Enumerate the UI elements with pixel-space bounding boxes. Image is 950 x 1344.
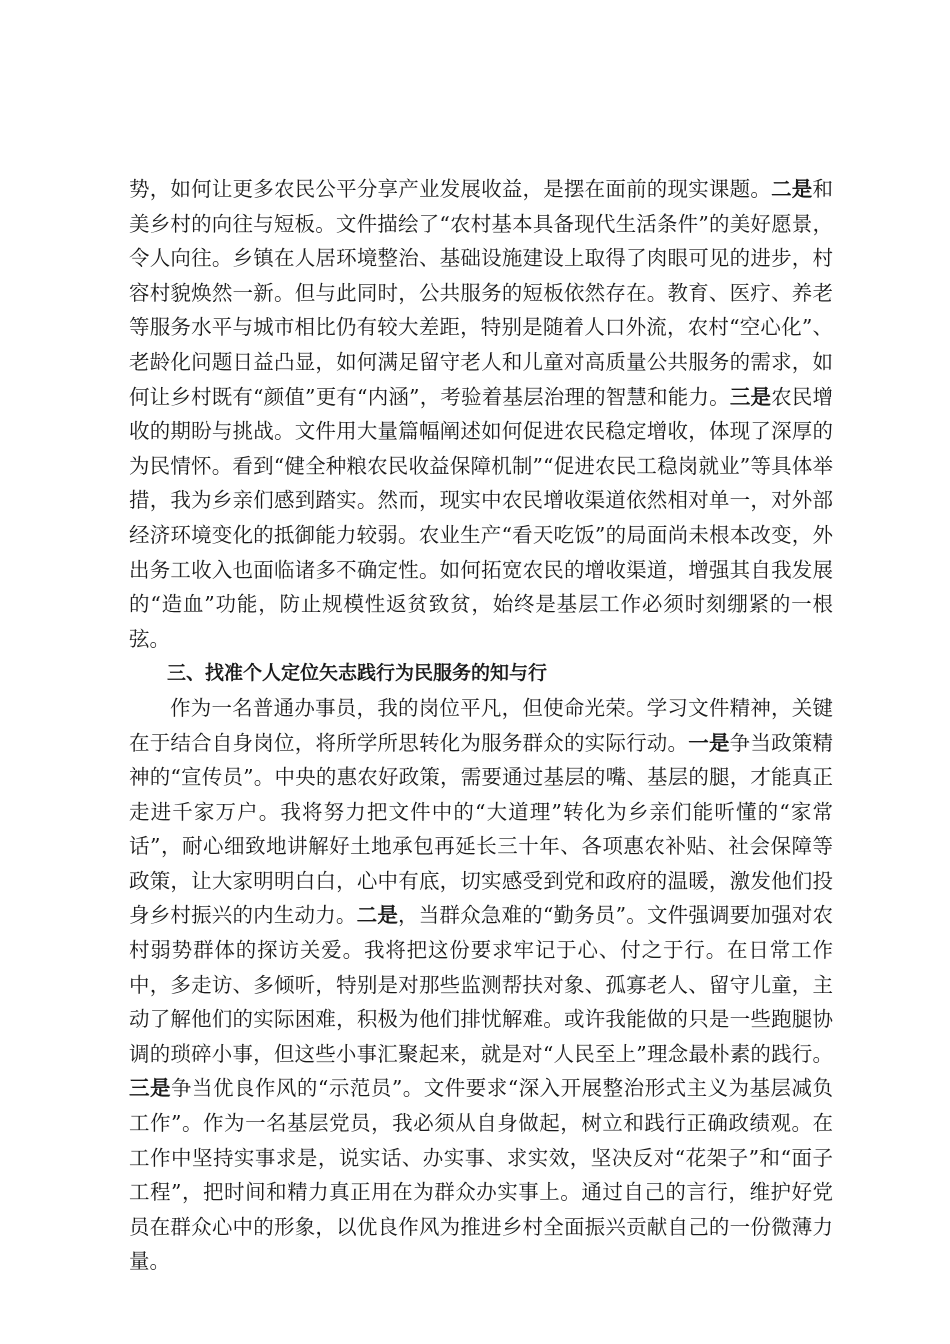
paragraph-text: 农民增收的期盼与挑战。文件用大量篇幅阐述如何促进农民稳定增收，体现了深厚的为民情怀。看到“健全种粮农民收益保障机制”“促进农民工稳岗就业”等具体举措，我为乡亲们感到踏实。然而，现实中农民增收渠道依然相对单一，对外部经济环境变化的抵御能力较弱。农业生产“看天吃饭”的局面尚未根本改变，外出务工收入也面临诸多不确定性。如何拓宽农民的增收渠道，增强其自我发展的“造血”功能，防止规模性返贫致贫，始终是基层工作必须时刻绷紧的一根弦。 — [129, 384, 834, 651]
bold-marker-second: 二是 — [771, 177, 813, 201]
paragraph-text: 争当优良作风的“示范员”。文件要求“深入开展整治形式主义为基层减负工作”。作为一名基层党员，我必须从自身做起，树立和践行正确政绩观。在工作中坚持实事求是，说实话、办实事、求实效，坚决反对“花架子”和“面子工程”，把时间和精力真正用在为群众办实事上。通过自己的言行，维护好党员在群众心中的形象，以优良作风为推进乡村全面振兴贡献自己的一份微薄力量。 — [129, 1076, 833, 1274]
paragraph-rural-challenges — [129, 172, 833, 656]
section-heading: 三、找准个人定位矢志践行为民服务的知与行 — [167, 662, 548, 685]
bold-marker-second: 二是 — [356, 903, 399, 928]
paragraph-text: 势，如何让更多农民公平分享产业发展收益，是摆在面前的现实课题。 — [129, 177, 772, 201]
paragraph-text: 和美乡村的向往与短板。文件描绘了“农村基本具备现代生活条件”的美好愿景，令人向往。乡镇在人居环境整治、基础设施建设上取得了肉眼可见的进步，村容村貌焕然一新。但与此同时，公共服务的短板依然存在。教育、医疗、养老等服务水平与城市相比仍有较大差距，特别是随着人口外流，农村“空心化”、老龄化问题日益凸显，如何满足留守老人和儿童对高质量公共服务的需求，如何让乡村既有“颜值”更有“内涵”，考验着基层治理的智慧和能力。 — [129, 177, 834, 409]
bold-marker-third: 三是 — [129, 1076, 171, 1101]
bold-marker-first: 一是 — [688, 730, 730, 755]
paragraph-personal-role — [129, 691, 833, 1279]
bold-marker-third: 三是 — [729, 384, 772, 409]
paragraph-text: 作为一名普通办事员，我的岗位平凡，但使命光荣。学习文件精神，关键在于结合自身岗位，将所学所思转化为服务群众的实际行动。 — [129, 695, 833, 755]
paragraph-text: ，当群众急难的“勤务员”。文件强调要加强对农村弱势群体的探访关爱。我将把这份要求牢记于心、付之于行。在日常工作中，多走访、多倾听，特别是对那些监测帮扶对象、孤寡老人、留守儿童，主动了解他们的实际困难，积极为他们排忧解难。或许我能做的只是一些跑腿协调的琐碎小事，但这些小事汇聚起来，就是对“人民至上”理念最朴素的践行。 — [129, 903, 834, 1066]
document-body — [129, 172, 833, 1279]
paragraph-text: 争当政策精神的“宣传员”。中央的惠农好政策，需要通过基层的嘴、基层的腿，才能真正走进千家万户。我将努力把文件中的“大道理”转化为乡亲们能听懂的“家常话”，耐心细致地讲解好土地承包再延长三十年、各项惠农补贴、社会保障等政策，让大家明明白白，心中有底，切实感受到党和政府的温暖，激发他们投身乡村振兴的内生动力。 — [129, 730, 834, 928]
